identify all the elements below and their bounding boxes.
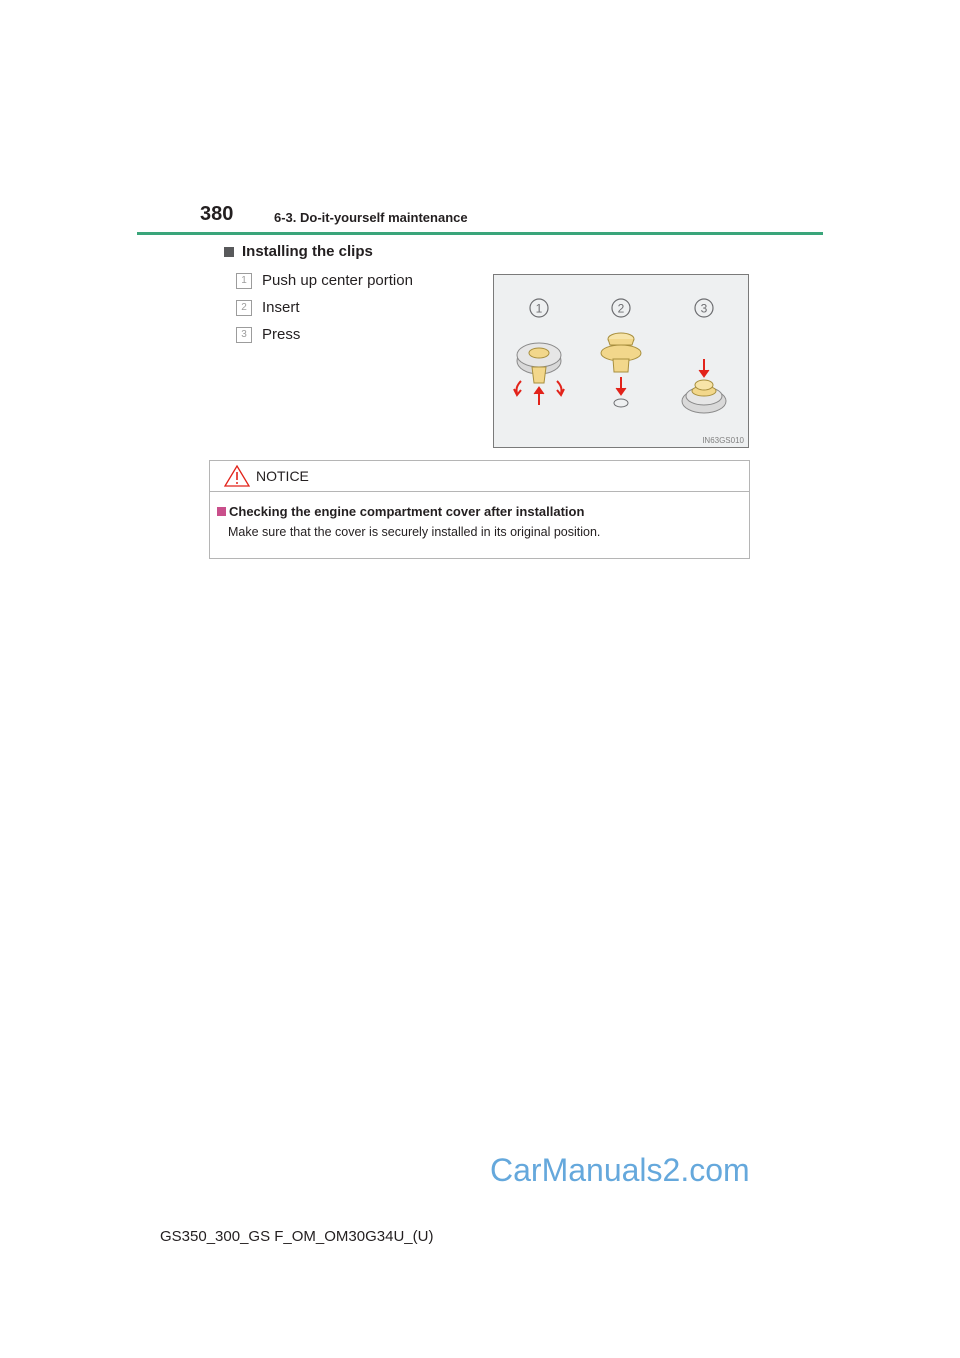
step-label: Insert (262, 299, 300, 316)
header-rule (137, 232, 823, 235)
callout-3 (695, 299, 713, 317)
chapter-title: 6-3. Do-it-yourself maintenance (274, 210, 468, 225)
clip-illustration (493, 274, 749, 448)
square-bullet-icon (224, 247, 234, 257)
clip-2-insert (601, 333, 641, 407)
step-label: Push up center portion (262, 272, 413, 289)
notice-text: Make sure that the cover is securely installed in its original position. (228, 525, 601, 539)
step-item (236, 272, 413, 289)
callout-1-label: 1 (535, 301, 543, 316)
callout-3-label: 3 (700, 301, 708, 316)
clip-drawing (494, 275, 748, 447)
section-title: Installing the clips (242, 243, 373, 260)
notice-heading-text: Checking the engine compartment cover after installation (229, 504, 585, 519)
step-label: Press (262, 326, 301, 343)
notice-box (209, 460, 750, 559)
step-number-badge: 1 (236, 273, 252, 289)
callout-1 (530, 299, 548, 317)
section-heading (224, 243, 373, 260)
notice-body (210, 492, 749, 539)
step-item (236, 326, 300, 343)
pink-bullet-icon (217, 507, 226, 516)
page-number: 380 (200, 203, 234, 225)
callout-2 (612, 299, 630, 317)
notice-heading (217, 504, 741, 519)
illustration-code: IN63GS010 (702, 436, 744, 445)
step-number-badge: 2 (236, 300, 252, 316)
notice-label: NOTICE (256, 468, 309, 484)
footer-doc-id: GS350_300_GS F_OM_OM30G34U_(U) (160, 1228, 434, 1245)
watermark: CarManuals2.com (490, 1152, 750, 1188)
step-number-badge: 3 (236, 327, 252, 343)
clip-3-press (682, 359, 726, 413)
step-item (236, 299, 300, 316)
warning-triangle-icon (224, 465, 250, 487)
callout-2-label: 2 (617, 301, 625, 316)
clip-1-push-up (514, 343, 564, 405)
notice-header (210, 461, 749, 492)
